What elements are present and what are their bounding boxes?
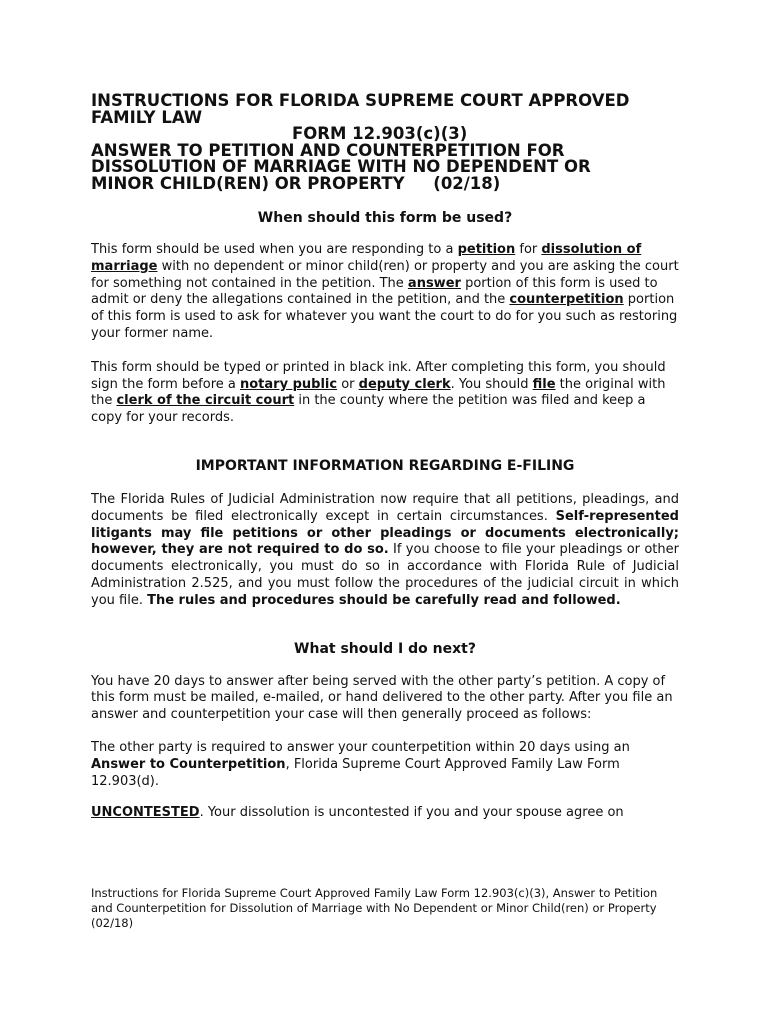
title-line-5: DISSOLUTION OF MARRIAGE WITH NO DEPENDENT OR <box>91 157 591 176</box>
paragraph-uncontested: UNCONTESTED. Your dissolution is uncontested if you and your spouse agree on <box>91 805 624 821</box>
paragraph-answer-deadline: You have 20 days to answer after being served with the other party’s petition. A copy of this form must be mailed, e-mailed, or hand delivered to the other party. After you file an answer and counterpetition your case will then generally proceed as follows: <box>91 673 673 723</box>
document-title <box>91 93 679 192</box>
term-uncontested: UNCONTESTED <box>91 805 200 821</box>
title-line-1: INSTRUCTIONS FOR FLORIDA SUPREME COURT APPROVED <box>91 91 630 110</box>
title-line-2: FAMILY LAW <box>91 107 203 127</box>
document-page <box>91 93 679 822</box>
section-heading-efiling: IMPORTANT INFORMATION REGARDING E-FILING <box>195 457 575 474</box>
paragraph-efiling: The Florida Rules of Judicial Administration now require that all petitions, pleadings, and documents be filed electronically except in certain circumstances. Self-represented litigants may file petitions or other pleadings or documents electronically; however, they are not required to do so. If you choose to file your pleadings or other documents electronically, you must do so in accordance with Florida Rule of Judicial Administration 2.525, and you must follow the procedures of the judicial circuit in which you file. The rules and procedures should be carefully read and followed. <box>91 491 679 608</box>
title-line-4: ANSWER TO PETITION AND COUNTERPETITION FOR <box>91 140 565 160</box>
paragraph-counterpetition-answer: The other party is required to answer your counterpetition within 20 days using an Answer to Counterpetition, Florida Supreme Court Approved Family Law Form 12.903(d). <box>91 739 630 789</box>
term-counterpetition[interactable]: counterpetition <box>509 292 624 308</box>
paragraph-when-used: This form should be used when you are responding to a petition for dissolution of marriage with no dependent or minor child(ren) or property and you are asking the court for something not contained in the petition. The answer portion of this form is used to admit or deny the allegations contained in the petition, and the counterpetition portion of this form is used to ask for whatever you want the court to do for you such as restoring your former name. <box>91 242 679 341</box>
term-file[interactable]: file <box>532 376 556 392</box>
section-heading-next: What should I do next? <box>294 640 476 657</box>
term-answer[interactable]: answer <box>407 275 461 291</box>
section-heading-when: When should this form be used? <box>257 210 513 226</box>
term-dissolution-of-marriage[interactable]: dissolution of marriage <box>91 242 642 274</box>
form-number: FORM 12.903(c)(3) <box>292 124 468 143</box>
term-petition[interactable]: petition <box>457 242 516 257</box>
page-footer: Instructions for Florida Supreme Court Approved Family Law Form 12.903(c)(3), Answer to Petition and Counterpetition for Dissolution of Marriage with No Dependent or Minor Child(ren) or Property (02/18) <box>91 886 658 930</box>
term-notary-public[interactable]: notary public <box>240 376 338 392</box>
term-deputy-clerk[interactable]: deputy clerk <box>358 376 451 392</box>
term-clerk-of-circuit-court[interactable]: clerk of the circuit court <box>116 393 295 409</box>
title-line-6: MINOR CHILD(REN) OR PROPERTY (02/18) <box>91 173 501 193</box>
paragraph-ink-and-filing: This form should be typed or printed in black ink. After completing this form, you should sign the form before a notary public or deputy clerk. You should file the original with the clerk of the circuit court in the county where the petition was filed and keep a copy for your records. <box>91 359 666 426</box>
